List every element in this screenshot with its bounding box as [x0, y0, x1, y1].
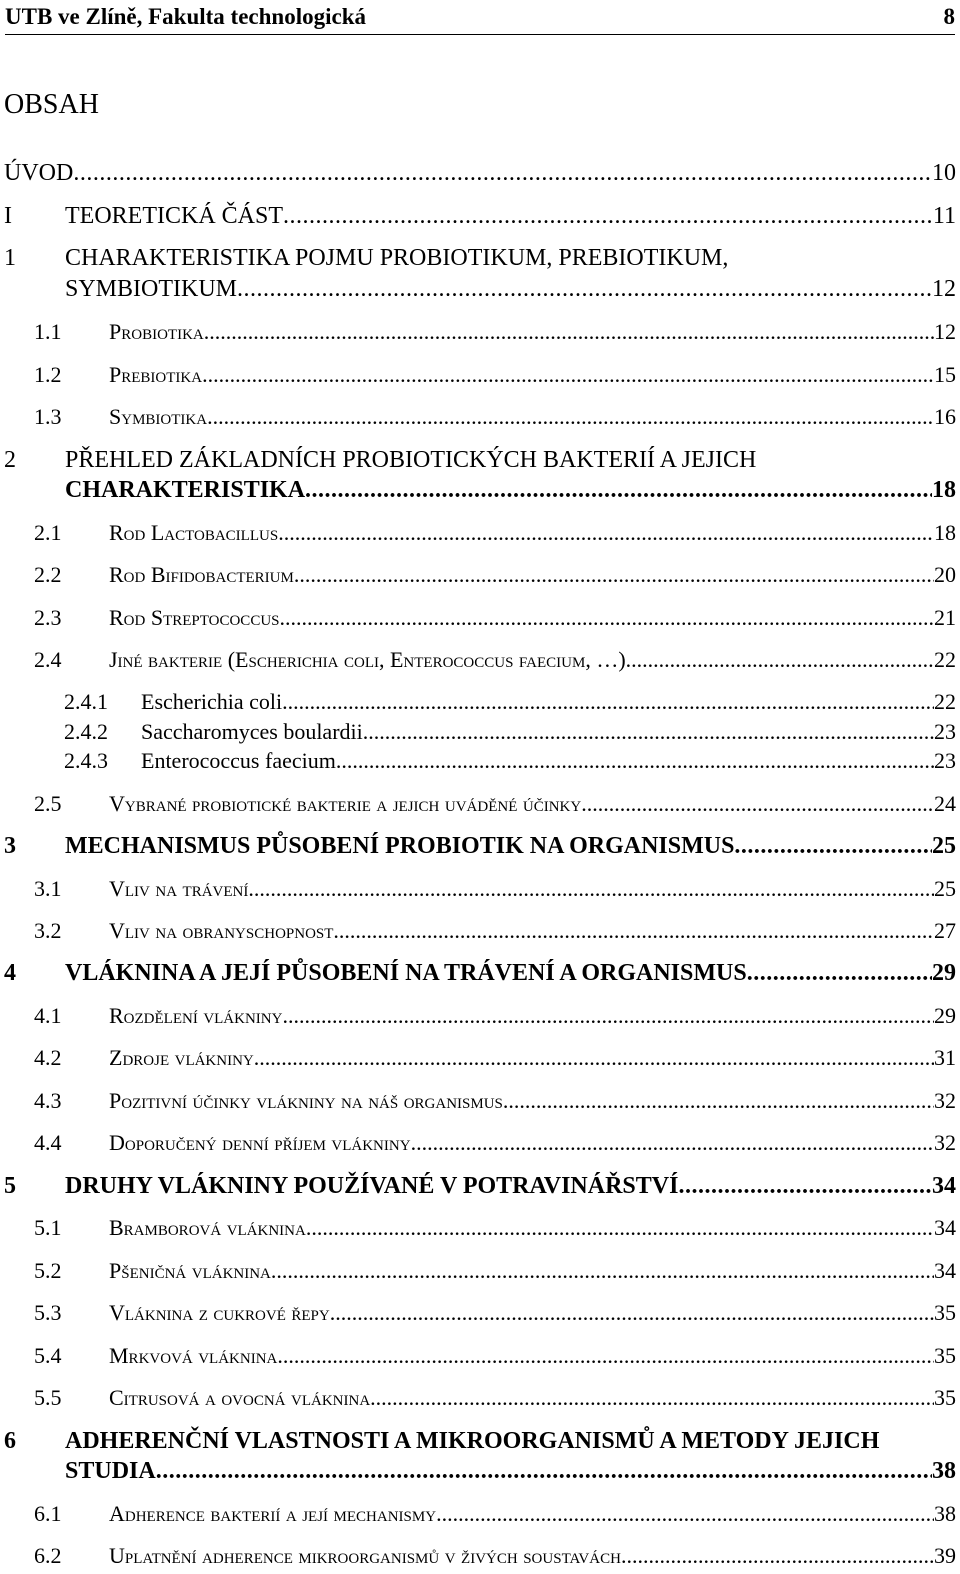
toc-entry-number: 5.3 — [34, 1300, 62, 1325]
toc-entry-number: 1.2 — [34, 362, 62, 387]
toc-entry-chapter-2-line1[interactable] — [0, 447, 956, 474]
toc-page-number: 29 — [934, 1003, 956, 1028]
toc-page-number: 18 — [934, 520, 956, 545]
dot-leader — [330, 1300, 934, 1326]
toc-page-number: 10 — [932, 160, 956, 186]
toc-entry-1-3[interactable] — [0, 404, 956, 430]
toc-entry-chapter-5[interactable] — [0, 1173, 956, 1200]
toc-entry-label: Prebiotika — [109, 362, 203, 387]
toc-page-number: 39 — [934, 1543, 956, 1568]
header-title: UTB ve Zlíně, Fakulta technologická — [5, 4, 366, 29]
toc-entry-5-3[interactable] — [0, 1300, 956, 1326]
toc-entry-3-2[interactable] — [0, 918, 956, 944]
toc-entry-label: Adherence bakterií a její mechanismy — [109, 1501, 437, 1526]
toc-page-number: 35 — [934, 1343, 956, 1368]
toc-page-number: 35 — [934, 1385, 956, 1410]
toc-entry-number: 2.4 — [34, 647, 62, 672]
toc-entry-label: Rozdělení vlákniny — [109, 1003, 283, 1028]
toc-page-number: 11 — [932, 203, 956, 229]
toc-entry-number: 2.4.3 — [64, 748, 108, 773]
toc-entry-label: Rod Streptococcus — [109, 605, 280, 630]
toc-entry-number: 2.4.1 — [64, 689, 108, 714]
toc-entry-label: Enterococcus faecium — [141, 748, 336, 773]
toc-page-number: 29 — [932, 960, 956, 986]
toc-page-number: 12 — [934, 319, 956, 344]
toc-entry-label: VLÁKNINA A JEJÍ PŮSOBENÍ NA TRÁVENÍ A ORGANISMUS — [65, 960, 747, 986]
toc-entry-2-4-3[interactable] — [0, 748, 956, 774]
toc-page-number: 12 — [932, 276, 956, 302]
dot-leader — [282, 1003, 934, 1029]
dot-leader — [202, 362, 934, 388]
toc-entry-5-4[interactable] — [0, 1343, 956, 1369]
toc-entry-number: 1.1 — [34, 319, 62, 344]
toc-entry-2-2[interactable] — [0, 562, 956, 588]
toc-entry-label: Bramborová vláknina — [109, 1215, 306, 1240]
toc-entry-number: I — [4, 203, 12, 229]
toc-entry-chapter-6-line1[interactable] — [0, 1428, 956, 1455]
toc-entry-label: Pšeničná vláknina — [109, 1258, 271, 1283]
toc-page-number: 22 — [934, 689, 956, 714]
dot-leader — [294, 562, 934, 588]
toc-entry-chapter-1-line1[interactable] — [0, 245, 956, 272]
dot-leader — [305, 477, 932, 504]
dot-leader — [370, 1385, 934, 1411]
toc-page-number: 21 — [934, 605, 956, 630]
toc-entry-number: 2.2 — [34, 562, 62, 587]
toc-entry-6-1[interactable] — [0, 1501, 956, 1527]
page-number: 8 — [943, 4, 955, 29]
toc-entry-2-3[interactable] — [0, 605, 956, 631]
toc-entry-label: Vláknina z cukrové řepy — [109, 1300, 330, 1325]
toc-entry-number: 5.2 — [34, 1258, 62, 1283]
dot-leader — [254, 1045, 934, 1071]
toc-entry-chapter-1-line2[interactable] — [0, 276, 956, 303]
toc-entry-2-4[interactable] — [0, 647, 956, 673]
toc-entry-4-4[interactable] — [0, 1130, 956, 1156]
toc-entry-number: 3 — [4, 833, 16, 859]
dot-leader — [73, 160, 932, 187]
toc-page-number: 32 — [934, 1088, 956, 1113]
toc-entry-4-1[interactable] — [0, 1003, 956, 1029]
toc-entry-label: DRUHY VLÁKNINY POUŽÍVANÉ V POTRAVINÁŘSTVÍ — [65, 1173, 679, 1199]
toc-page-number: 35 — [934, 1300, 956, 1325]
dot-leader — [282, 689, 934, 715]
toc-page-number: 18 — [932, 477, 956, 503]
toc-entry-label: ÚVOD — [4, 160, 74, 186]
toc-entry-label: Pozitivní účinky vlákniny na náš organismus — [109, 1088, 503, 1113]
dot-leader — [678, 1173, 932, 1200]
toc-page-number: 34 — [934, 1258, 956, 1283]
toc-entry-number: 6.2 — [34, 1543, 62, 1568]
toc-entry-number: 2.5 — [34, 791, 62, 816]
toc-entry-2-1[interactable] — [0, 520, 956, 546]
toc-entry-number: 6.1 — [34, 1501, 62, 1526]
toc-entry-label: Vybrané probiotické bakterie a jejich uváděné účinky — [109, 791, 582, 816]
toc-entry-1-2[interactable] — [0, 362, 956, 388]
toc-entry-5-2[interactable] — [0, 1258, 956, 1284]
toc-entry-label: Citrusová a ovocná vláknina — [109, 1385, 371, 1410]
toc-entry-number: 3.1 — [34, 876, 62, 901]
dot-leader — [436, 1501, 934, 1527]
toc-page-number: 38 — [932, 1458, 956, 1484]
toc-page-number: 34 — [934, 1215, 956, 1240]
toc-entry-2-4-2[interactable] — [0, 719, 956, 745]
toc-entry-part-1[interactable] — [0, 203, 956, 230]
toc-entry-1-1[interactable] — [0, 319, 956, 345]
dot-leader — [581, 791, 934, 817]
dot-leader — [734, 833, 932, 860]
toc-entry-number: 2.1 — [34, 520, 62, 545]
dot-leader — [283, 203, 933, 230]
toc-page-number: 25 — [932, 833, 956, 859]
dot-leader — [156, 1458, 932, 1485]
toc-entry-label: Symbiotika — [109, 404, 208, 429]
toc-entry-number: 4.2 — [34, 1045, 62, 1070]
toc-entry-uvod[interactable] — [0, 160, 956, 187]
toc-entry-label: ADHERENČNÍ VLASTNOSTI A MIKROORGANISMŮ A METODY JEJICH — [65, 1428, 880, 1454]
toc-page-number: 24 — [934, 791, 956, 816]
toc-page-number: 31 — [934, 1045, 956, 1070]
toc-entry-number: 4.4 — [34, 1130, 62, 1155]
dot-leader — [411, 1130, 934, 1156]
toc-entry-number: 1 — [4, 245, 16, 271]
toc-entry-number: 2 — [4, 447, 16, 473]
dot-leader — [621, 1543, 934, 1569]
dot-leader — [503, 1088, 934, 1114]
dot-leader — [277, 1343, 934, 1369]
toc-entry-number: 4.1 — [34, 1003, 62, 1028]
toc-entry-label: CHARAKTERISTIKA — [65, 477, 306, 503]
dot-leader — [747, 960, 932, 987]
toc-entry-number: 5.4 — [34, 1343, 62, 1368]
toc-entry-label: Mrkvová vláknina — [109, 1343, 278, 1368]
toc-entry-label: Vliv na obranyschopnost — [109, 918, 334, 943]
toc-entry-label: Vliv na trávení — [109, 876, 249, 901]
toc-page-number: 15 — [934, 362, 956, 387]
toc-entry-label: Saccharomyces boulardii — [141, 719, 363, 744]
dot-leader — [207, 404, 934, 430]
toc-entry-5-1[interactable] — [0, 1215, 956, 1241]
toc-entry-label: STUDIA — [65, 1458, 156, 1484]
dot-leader — [237, 276, 932, 303]
toc-entry-chapter-4[interactable] — [0, 960, 956, 987]
toc-entry-label: MECHANISMUS PŮSOBENÍ PROBIOTIK NA ORGANISMUS — [65, 833, 735, 859]
toc-entry-6-2[interactable] — [0, 1543, 956, 1569]
toc-entry-label: SYMBIOTIKUM — [65, 276, 238, 302]
toc-entry-number: 2.4.2 — [64, 719, 108, 744]
toc-page-number: 23 — [934, 748, 956, 773]
toc-entry-number: 3.2 — [34, 918, 62, 943]
dot-leader — [336, 748, 934, 774]
toc-page-number: 27 — [934, 918, 956, 943]
toc-entry-4-2[interactable] — [0, 1045, 956, 1071]
toc-entry-label: Zdroje vlákniny — [109, 1045, 254, 1070]
toc-entry-3-1[interactable] — [0, 876, 956, 902]
toc-entry-label: TEORETICKÁ ČÁST — [65, 203, 283, 229]
toc-entry-2-5[interactable] — [0, 791, 956, 817]
toc-entry-label: Probiotika — [109, 319, 204, 344]
toc-entry-chapter-3[interactable] — [0, 833, 956, 860]
toc-page-number: 16 — [934, 404, 956, 429]
toc-page-number: 20 — [934, 562, 956, 587]
toc-entry-number: 5.1 — [34, 1215, 62, 1240]
toc-entry-number: 1.3 — [34, 404, 62, 429]
dot-leader — [271, 1258, 934, 1284]
dot-leader — [204, 319, 934, 345]
toc-entry-5-5[interactable] — [0, 1385, 956, 1411]
toc-entry-label: Rod Lactobacillus — [109, 520, 279, 545]
toc-entry-label: Escherichia coli — [141, 689, 283, 714]
toc-entry-label: Rod Bifidobacterium — [109, 562, 294, 587]
dot-leader — [333, 918, 934, 944]
toc-page-number: 38 — [934, 1501, 956, 1526]
toc-entry-number: 2.3 — [34, 605, 62, 630]
toc-entry-4-3[interactable] — [0, 1088, 956, 1114]
dot-leader — [248, 876, 934, 902]
toc-page-number: 23 — [934, 719, 956, 744]
toc-entry-number: 6 — [4, 1428, 16, 1454]
toc-entry-2-4-1[interactable] — [0, 689, 956, 715]
toc-entry-label: Uplatnění adherence mikroorganismů v živých soustavách — [109, 1543, 621, 1568]
toc-entry-chapter-2-line2[interactable] — [0, 477, 956, 504]
toc-page-number: 22 — [934, 647, 956, 672]
toc-page-number: 34 — [932, 1173, 956, 1199]
toc-entry-number: 5.5 — [34, 1385, 62, 1410]
toc-entry-label: Doporučený denní příjem vlákniny — [109, 1130, 411, 1155]
toc-page-number: 25 — [934, 876, 956, 901]
toc-entry-number: 5 — [4, 1173, 16, 1199]
toc-entry-label: CHARAKTERISTIKA POJMU PROBIOTIKUM, PREBIOTIKUM, — [65, 245, 729, 271]
dot-leader — [363, 719, 934, 745]
toc-entry-number: 4 — [4, 960, 16, 986]
toc-entry-label: PŘEHLED ZÁKLADNÍCH PROBIOTICKÝCH BAKTERIÍ A JEJICH — [65, 447, 757, 473]
toc-page-number: 32 — [934, 1130, 956, 1155]
dot-leader — [280, 605, 935, 631]
toc-entry-label: Jiné bakterie (Escherichia coli, Enterococcus faecium, …) — [109, 647, 626, 672]
toc-entry-number: 4.3 — [34, 1088, 62, 1113]
dot-leader — [626, 647, 934, 673]
dot-leader — [306, 1215, 934, 1241]
running-header — [5, 0, 955, 35]
dot-leader — [278, 520, 934, 546]
toc-title: OBSAH — [4, 89, 99, 120]
toc-entry-chapter-6-line2[interactable] — [0, 1458, 956, 1485]
